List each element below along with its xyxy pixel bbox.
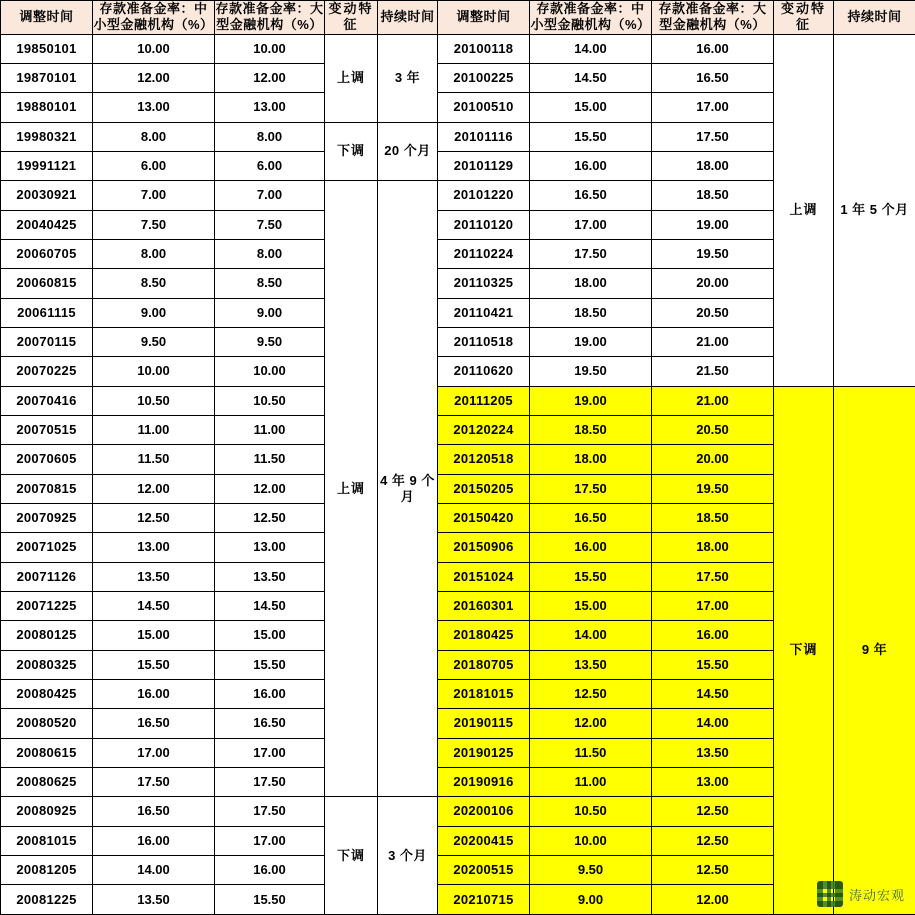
left-cell-rate-large: 12.00 (215, 474, 325, 503)
header-right-date: 调整时间 (438, 1, 530, 35)
header-right-rate-large: 存款准备金率：大型金融机构（%） (652, 1, 774, 35)
right-cell-rate-small: 10.00 (530, 826, 652, 855)
right-cell-rate-large: 19.00 (652, 210, 774, 239)
right-cell-date: 20190916 (438, 768, 530, 797)
right-cell-rate-small: 9.00 (530, 885, 652, 915)
left-cell-date: 19880101 (1, 93, 93, 122)
right-cell-rate-large: 20.00 (652, 269, 774, 298)
right-cell-rate-small: 13.50 (530, 650, 652, 679)
left-cell-rate-large: 8.00 (215, 122, 325, 151)
right-cell-rate-large: 18.50 (652, 181, 774, 210)
left-cell-date: 19850101 (1, 34, 93, 63)
right-cell-rate-large: 12.50 (652, 856, 774, 885)
left-cell-date: 20080125 (1, 621, 93, 650)
right-cell-rate-small: 11.50 (530, 738, 652, 767)
right-cell-rate-large: 14.00 (652, 709, 774, 738)
right-cell-rate-small: 18.00 (530, 269, 652, 298)
right-cell-rate-small: 14.00 (530, 621, 652, 650)
right-cell-date: 20120224 (438, 415, 530, 444)
left-cell-date: 20070115 (1, 327, 93, 356)
right-cell-rate-large: 17.50 (652, 562, 774, 591)
left-cell-rate-small: 15.00 (93, 621, 215, 650)
left-cell-date: 20060705 (1, 239, 93, 268)
right-cell-rate-small: 15.00 (530, 592, 652, 621)
right-cell-date: 20181015 (438, 680, 530, 709)
left-cell-duration: 4 年 9 个月 (378, 181, 438, 797)
left-cell-rate-large: 16.50 (215, 709, 325, 738)
right-cell-date: 20110224 (438, 239, 530, 268)
left-cell-rate-large: 13.50 (215, 562, 325, 591)
right-cell-rate-small: 11.00 (530, 768, 652, 797)
left-cell-date: 20071126 (1, 562, 93, 591)
right-cell-rate-small: 14.50 (530, 63, 652, 92)
left-cell-date: 19870101 (1, 63, 93, 92)
left-cell-rate-small: 12.50 (93, 504, 215, 533)
right-cell-date: 20111205 (438, 386, 530, 415)
right-cell-rate-small: 15.50 (530, 562, 652, 591)
right-cell-rate-small: 16.00 (530, 151, 652, 180)
left-cell-rate-small: 10.00 (93, 357, 215, 386)
left-cell-feature: 上调 (325, 34, 378, 122)
right-cell-rate-large: 20.00 (652, 445, 774, 474)
left-cell-rate-large: 10.00 (215, 34, 325, 63)
left-cell-rate-large: 16.00 (215, 680, 325, 709)
table-row (1, 386, 915, 415)
right-cell-date: 20200415 (438, 826, 530, 855)
left-cell-rate-small: 13.00 (93, 93, 215, 122)
right-cell-date: 20150906 (438, 533, 530, 562)
left-cell-rate-small: 10.50 (93, 386, 215, 415)
left-cell-rate-large: 10.00 (215, 357, 325, 386)
left-cell-rate-small: 15.50 (93, 650, 215, 679)
right-cell-date: 20190115 (438, 709, 530, 738)
left-cell-rate-small: 6.00 (93, 151, 215, 180)
right-cell-rate-small: 10.50 (530, 797, 652, 826)
left-cell-date: 19991121 (1, 151, 93, 180)
header-right-duration: 持续时间 (834, 1, 915, 35)
right-cell-rate-large: 17.00 (652, 93, 774, 122)
right-cell-date: 20101220 (438, 181, 530, 210)
left-cell-date: 20080615 (1, 738, 93, 767)
left-cell-rate-large: 7.00 (215, 181, 325, 210)
left-cell-date: 20070416 (1, 386, 93, 415)
left-cell-date: 20071025 (1, 533, 93, 562)
right-cell-date: 20150420 (438, 504, 530, 533)
right-cell-rate-small: 17.50 (530, 474, 652, 503)
right-cell-rate-small: 9.50 (530, 856, 652, 885)
left-cell-date: 20080925 (1, 797, 93, 826)
left-cell-duration: 3 年 (378, 34, 438, 122)
left-cell-rate-small: 7.50 (93, 210, 215, 239)
header-left-rate-small: 存款准备金率：中小型金融机构（%） (93, 1, 214, 33)
left-cell-rate-small: 16.00 (93, 680, 215, 709)
right-cell-feature: 下调 (774, 386, 834, 914)
right-cell-rate-small: 19.00 (530, 327, 652, 356)
left-cell-feature: 上调 (325, 181, 378, 797)
left-cell-rate-small: 12.00 (93, 63, 215, 92)
left-cell-date: 20080325 (1, 650, 93, 679)
right-cell-rate-small: 18.00 (530, 445, 652, 474)
right-cell-date: 20150205 (438, 474, 530, 503)
right-cell-rate-large: 20.50 (652, 298, 774, 327)
right-cell-rate-small: 18.50 (530, 415, 652, 444)
right-cell-date: 20110120 (438, 210, 530, 239)
left-cell-rate-large: 10.50 (215, 386, 325, 415)
left-cell-duration: 20 个月 (378, 122, 438, 181)
right-cell-rate-small: 19.50 (530, 357, 652, 386)
right-cell-rate-large: 20.50 (652, 415, 774, 444)
left-cell-duration: 3 个月 (378, 797, 438, 915)
right-cell-rate-large: 18.50 (652, 504, 774, 533)
right-cell-rate-large: 18.00 (652, 533, 774, 562)
table-header (1, 1, 915, 35)
right-cell-rate-large: 21.50 (652, 357, 774, 386)
right-cell-rate-large: 19.50 (652, 474, 774, 503)
left-cell-date: 20061115 (1, 298, 93, 327)
header-left-duration: 持续时间 (378, 1, 438, 35)
right-cell-rate-large: 16.50 (652, 63, 774, 92)
right-cell-rate-small: 16.50 (530, 181, 652, 210)
left-cell-rate-small: 14.00 (93, 856, 215, 885)
left-cell-rate-large: 17.00 (215, 738, 325, 767)
header-right-rate-small: 存款准备金率：中小型金融机构（%） (530, 1, 651, 33)
left-cell-rate-large: 12.00 (215, 63, 325, 92)
left-cell-date: 20070515 (1, 415, 93, 444)
right-cell-date: 20200515 (438, 856, 530, 885)
right-cell-rate-small: 15.00 (530, 93, 652, 122)
left-cell-date: 20040425 (1, 210, 93, 239)
left-cell-rate-large: 9.00 (215, 298, 325, 327)
right-cell-date: 20210715 (438, 885, 530, 915)
table-body (1, 34, 915, 915)
left-cell-rate-large: 7.50 (215, 210, 325, 239)
left-cell-rate-small: 16.00 (93, 826, 215, 855)
left-cell-date: 20030921 (1, 181, 93, 210)
right-cell-date: 20190125 (438, 738, 530, 767)
left-cell-date: 20070815 (1, 474, 93, 503)
right-cell-rate-large: 17.50 (652, 122, 774, 151)
left-cell-rate-large: 12.50 (215, 504, 325, 533)
right-cell-date: 20160301 (438, 592, 530, 621)
right-cell-rate-small: 17.00 (530, 210, 652, 239)
left-cell-rate-large: 8.50 (215, 269, 325, 298)
left-cell-date: 20081205 (1, 856, 93, 885)
left-cell-rate-large: 13.00 (215, 93, 325, 122)
right-cell-rate-small: 15.50 (530, 122, 652, 151)
left-cell-rate-small: 13.00 (93, 533, 215, 562)
left-cell-rate-small: 7.00 (93, 181, 215, 210)
right-cell-rate-small: 19.00 (530, 386, 652, 415)
right-cell-date: 20101129 (438, 151, 530, 180)
right-cell-date: 20101116 (438, 122, 530, 151)
left-cell-rate-large: 16.00 (215, 856, 325, 885)
left-cell-rate-small: 17.00 (93, 738, 215, 767)
left-cell-rate-small: 8.00 (93, 122, 215, 151)
left-cell-rate-small: 11.00 (93, 415, 215, 444)
right-cell-rate-large: 12.00 (652, 885, 774, 915)
left-cell-rate-small: 13.50 (93, 562, 215, 591)
right-cell-date: 20120518 (438, 445, 530, 474)
left-cell-rate-large: 13.00 (215, 533, 325, 562)
right-cell-rate-large: 17.00 (652, 592, 774, 621)
left-cell-rate-large: 17.50 (215, 797, 325, 826)
left-cell-rate-large: 11.00 (215, 415, 325, 444)
left-cell-rate-large: 8.00 (215, 239, 325, 268)
table-row (1, 34, 915, 63)
left-cell-date: 20081015 (1, 826, 93, 855)
right-cell-date: 20110620 (438, 357, 530, 386)
right-cell-date: 20110325 (438, 269, 530, 298)
left-cell-rate-small: 11.50 (93, 445, 215, 474)
right-cell-rate-small: 16.50 (530, 504, 652, 533)
right-cell-duration: 1 年 5 个月 (834, 34, 915, 386)
right-cell-rate-large: 21.00 (652, 386, 774, 415)
left-cell-date: 19980321 (1, 122, 93, 151)
right-cell-rate-large: 16.00 (652, 621, 774, 650)
qr-code-icon (817, 881, 843, 907)
left-cell-date: 20080425 (1, 680, 93, 709)
left-cell-rate-large: 15.00 (215, 621, 325, 650)
left-cell-date: 20081225 (1, 885, 93, 915)
right-cell-rate-small: 14.00 (530, 34, 652, 63)
right-cell-date: 20100118 (438, 34, 530, 63)
left-cell-rate-large: 9.50 (215, 327, 325, 356)
right-cell-rate-large: 16.00 (652, 34, 774, 63)
left-cell-rate-small: 14.50 (93, 592, 215, 621)
header-left-date: 调整时间 (1, 1, 93, 35)
left-cell-rate-small: 9.50 (93, 327, 215, 356)
header-right-feature: 变动特征 (774, 1, 834, 35)
left-cell-rate-small: 13.50 (93, 885, 215, 915)
wechat-account-badge (813, 879, 909, 909)
left-cell-rate-small: 16.50 (93, 797, 215, 826)
left-cell-rate-large: 6.00 (215, 151, 325, 180)
left-cell-rate-small: 12.00 (93, 474, 215, 503)
right-cell-feature: 上调 (774, 34, 834, 386)
header-row (1, 1, 915, 35)
right-cell-rate-small: 12.50 (530, 680, 652, 709)
right-cell-date: 20110421 (438, 298, 530, 327)
left-cell-rate-large: 17.50 (215, 768, 325, 797)
right-cell-rate-large: 13.00 (652, 768, 774, 797)
header-left-feature: 变动特征 (325, 1, 378, 35)
right-cell-rate-large: 12.50 (652, 826, 774, 855)
right-cell-date: 20100510 (438, 93, 530, 122)
left-cell-rate-large: 17.00 (215, 826, 325, 855)
left-cell-feature: 下调 (325, 797, 378, 915)
right-cell-date: 20151024 (438, 562, 530, 591)
left-cell-feature: 下调 (325, 122, 378, 181)
left-cell-date: 20080625 (1, 768, 93, 797)
right-cell-date: 20110518 (438, 327, 530, 356)
left-cell-date: 20060815 (1, 269, 93, 298)
right-cell-date: 20200106 (438, 797, 530, 826)
right-cell-rate-small: 18.50 (530, 298, 652, 327)
left-cell-rate-large: 14.50 (215, 592, 325, 621)
left-cell-rate-large: 11.50 (215, 445, 325, 474)
right-cell-rate-large: 13.50 (652, 738, 774, 767)
right-cell-rate-large: 21.00 (652, 327, 774, 356)
account-name: 涛动宏观 (848, 887, 905, 903)
left-cell-rate-small: 17.50 (93, 768, 215, 797)
left-cell-rate-small: 16.50 (93, 709, 215, 738)
header-left-rate-large: 存款准备金率：大型金融机构（%） (215, 1, 324, 33)
right-cell-rate-small: 12.00 (530, 709, 652, 738)
right-cell-rate-small: 16.00 (530, 533, 652, 562)
right-cell-date: 20180705 (438, 650, 530, 679)
right-cell-date: 20180425 (438, 621, 530, 650)
left-cell-rate-small: 10.00 (93, 34, 215, 63)
left-cell-date: 20080520 (1, 709, 93, 738)
right-cell-rate-large: 19.50 (652, 239, 774, 268)
right-cell-rate-large: 18.00 (652, 151, 774, 180)
right-cell-rate-large: 14.50 (652, 680, 774, 709)
left-cell-rate-large: 15.50 (215, 650, 325, 679)
right-cell-duration: 9 年 (834, 386, 915, 914)
left-cell-date: 20070925 (1, 504, 93, 533)
right-cell-rate-large: 12.50 (652, 797, 774, 826)
left-cell-rate-small: 8.00 (93, 239, 215, 268)
right-cell-date: 20100225 (438, 63, 530, 92)
right-cell-rate-small: 17.50 (530, 239, 652, 268)
left-cell-date: 20070605 (1, 445, 93, 474)
left-cell-rate-large: 15.50 (215, 885, 325, 915)
left-cell-date: 20071225 (1, 592, 93, 621)
left-cell-rate-small: 8.50 (93, 269, 215, 298)
right-cell-rate-large: 15.50 (652, 650, 774, 679)
left-cell-rate-small: 9.00 (93, 298, 215, 327)
left-cell-date: 20070225 (1, 357, 93, 386)
